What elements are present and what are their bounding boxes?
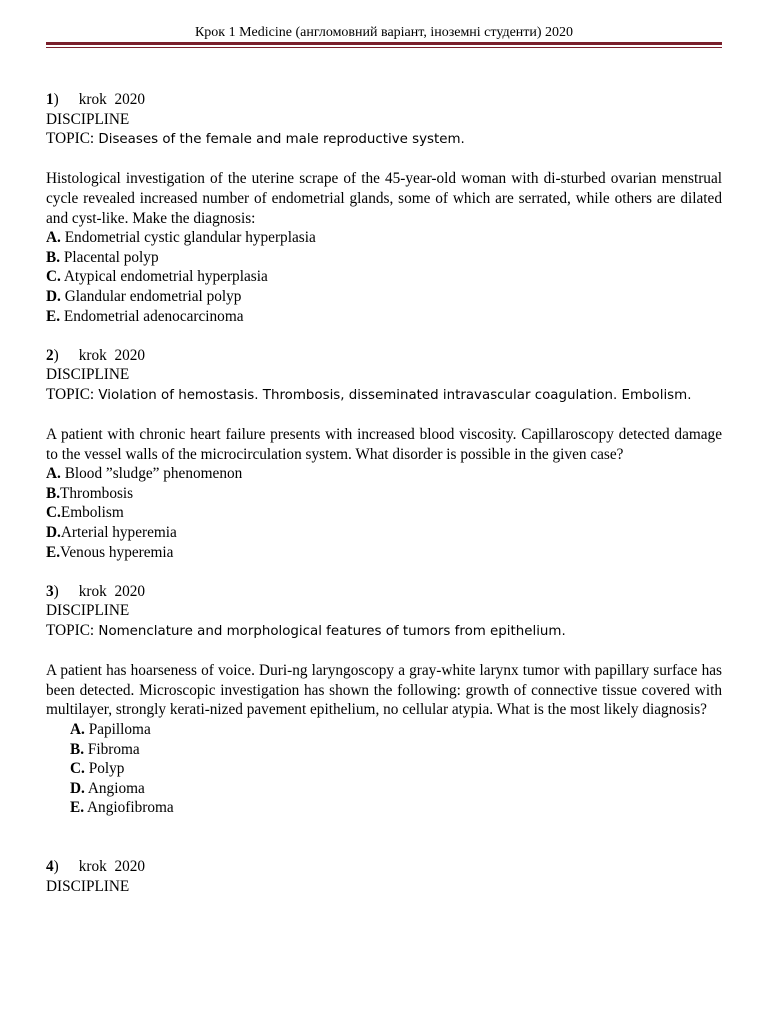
question-1 — [46, 90, 722, 326]
question-number: 3 — [46, 582, 54, 600]
option-letter: A. — [46, 465, 61, 483]
spacer — [46, 326, 722, 346]
answer-option-a — [46, 720, 722, 740]
question-number-paren: ) — [53, 91, 59, 108]
answer-option-d — [46, 523, 722, 543]
answer-option-b — [46, 248, 722, 268]
option-letter: C. — [46, 268, 61, 286]
topic-text: Diseases of the female and male reproductive system. — [94, 132, 465, 148]
option-text: Placental polyp — [60, 248, 159, 266]
question-number-line — [46, 90, 722, 110]
topic-text: Violation of hemostasis. Thrombosis, disseminated intravascular coagulation. Embolism. — [94, 387, 692, 403]
answer-options — [46, 720, 722, 818]
answer-option-a — [46, 228, 722, 248]
question-3 — [46, 582, 722, 818]
discipline-label: DISCIPLINE — [46, 877, 130, 895]
option-letter: B. — [46, 248, 61, 266]
discipline-label: DISCIPLINE — [46, 366, 130, 384]
option-text: Embolism — [60, 504, 124, 522]
option-letter: C. — [70, 760, 85, 778]
topic-label: TOPIC: — [46, 385, 95, 403]
option-letter: D. — [46, 287, 61, 305]
option-letter: B. — [70, 740, 85, 758]
option-text: Fibroma — [84, 740, 140, 758]
option-letter: E. — [70, 799, 85, 817]
discipline-label: DISCIPLINE — [46, 602, 130, 620]
option-letter: D. — [46, 524, 61, 542]
question-4 — [46, 857, 722, 896]
option-text: Endometrial cystic glandular hyperplasia — [60, 229, 316, 247]
answer-option-e — [46, 543, 722, 563]
option-text: Angiofibroma — [84, 799, 174, 817]
spacer — [46, 562, 722, 582]
question-number-line — [46, 857, 722, 877]
header-rule — [46, 42, 722, 45]
option-text: Endometrial adenocarcinoma — [60, 307, 244, 325]
answer-option-b — [46, 484, 722, 504]
option-text: Venous hyperemia — [60, 543, 174, 561]
question-text: A patient has hoarseness of voice. Duri-ng laryngoscopy a gray-white larynx tumor with papillary surface has been detected. Microscopic investigation has shown the following: growth of connective tissue covered with multilayer, strongly kerati-nized pavement epithelium, no cellular atypia. What is the most likely diagnosis? — [46, 662, 722, 719]
krok-year: krok 2020 — [78, 346, 146, 364]
answer-option-c — [46, 503, 722, 523]
option-text: Arterial hyperemia — [60, 524, 177, 542]
option-letter: D. — [70, 779, 85, 797]
option-letter: A. — [46, 229, 61, 247]
answer-option-e — [46, 798, 722, 818]
question-2 — [46, 346, 722, 563]
krok-year: krok 2020 — [78, 582, 146, 600]
answer-option-c — [46, 267, 722, 287]
answer-option-d — [46, 287, 722, 307]
topic-text: Nomenclature and morphological features of tumors from epithelium. — [94, 624, 566, 640]
question-number-paren: ) — [53, 858, 59, 876]
answer-option-a — [46, 464, 722, 484]
option-text: Thrombosis — [60, 484, 134, 502]
topic-line — [46, 385, 722, 406]
question-number-line — [46, 346, 722, 366]
option-letter: A. — [70, 721, 85, 738]
spacer — [46, 838, 722, 858]
answer-option-c — [46, 759, 722, 779]
answer-options — [46, 228, 722, 326]
answer-option-e — [46, 307, 722, 327]
option-text: Blood ”sludge” phenomenon — [60, 465, 243, 483]
question-number-line — [46, 582, 722, 602]
answer-option-d — [46, 779, 722, 799]
option-text: Glandular endometrial polyp — [60, 287, 242, 305]
option-letter: B. — [46, 484, 61, 502]
topic-label: TOPIC: — [46, 622, 95, 640]
question-number: 2 — [46, 346, 54, 364]
question-text: Histological investigation of the uterine scrape of the 45-year-old woman with di-sturbed ovarian menstrual cycle revealed increased number of endometrial glands, some of which are serrated, while others are dilated and cyst-like. Make the diagnosis: — [46, 170, 722, 227]
option-text: Angioma — [84, 779, 145, 797]
question-number-paren: ) — [53, 582, 59, 600]
option-letter: C. — [46, 504, 61, 522]
topic-label: TOPIC: — [46, 130, 95, 148]
option-text: Atypical endometrial hyperplasia — [60, 268, 268, 286]
krok-year: krok 2020 — [78, 858, 146, 876]
question-text: A patient with chronic heart failure presents with increased blood viscosity. Capillaroscopy detected damage to the vessel walls of the microcirculation system. What disorder is possible in the given case? — [46, 426, 722, 463]
header-rule-thin — [46, 47, 722, 48]
answer-options — [46, 464, 722, 562]
question-number-paren: ) — [53, 346, 59, 364]
discipline-label: DISCIPLINE — [46, 110, 130, 128]
page-header: Крок 1 Medicine (англомовний варіант, іноземні студенти) 2020 — [194, 25, 574, 40]
topic-line — [46, 129, 722, 150]
question-number: 4 — [46, 858, 54, 876]
option-letter: E. — [46, 543, 61, 561]
document-body — [46, 90, 722, 896]
answer-option-b — [46, 740, 722, 760]
spacer — [46, 818, 722, 838]
krok-year: krok 2020 — [78, 91, 146, 108]
option-text: Papilloma — [84, 721, 151, 738]
option-text: Polyp — [84, 760, 125, 778]
question-number: 1 — [46, 91, 54, 108]
option-letter: E. — [46, 307, 61, 325]
topic-line — [46, 621, 722, 642]
